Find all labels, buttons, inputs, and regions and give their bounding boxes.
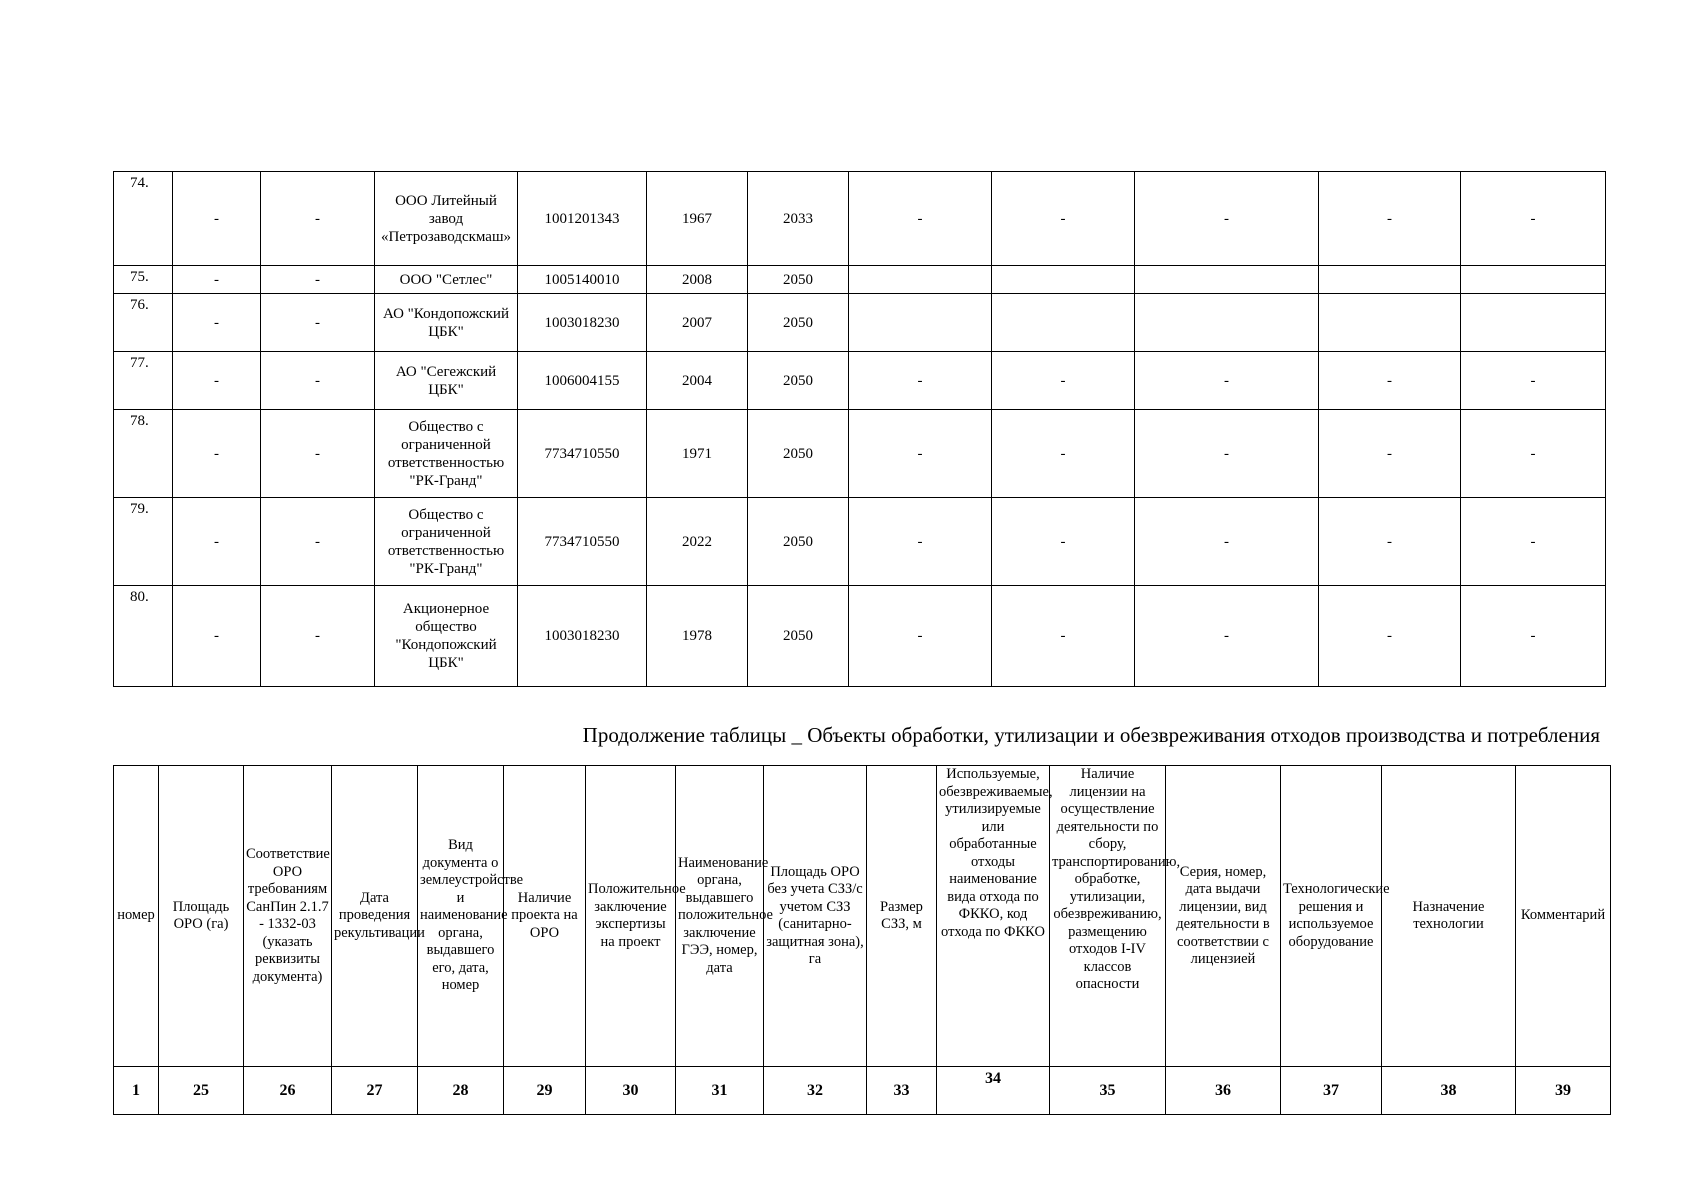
col-3-value: - [261, 294, 375, 352]
table-row [114, 294, 1606, 352]
col-3-value: - [261, 410, 375, 498]
col-2-value: - [173, 172, 261, 266]
year-value: 1978 [647, 586, 748, 687]
col-2-value: - [173, 294, 261, 352]
row-number: 76. [114, 294, 173, 352]
inn-value: 7734710550 [518, 410, 647, 498]
header-cell: номер [114, 766, 159, 1067]
column-number-cell: 32 [764, 1067, 867, 1115]
header-cell: Дата проведения рекультивации [332, 766, 418, 1067]
col-12-value: - [1461, 352, 1606, 410]
col-8-value: - [849, 172, 992, 266]
organization-name: Общество с ограниченной ответственностью "РК-Гранд" [375, 498, 518, 586]
header-cell: Серия, номер, дата выдачи лицензии, вид деятельности в соответствии с лицензией [1166, 766, 1281, 1067]
col-11-value [1319, 294, 1461, 352]
header-cell: Положительное заключение экспертизы на проект [586, 766, 676, 1067]
col-3-value: - [261, 266, 375, 294]
header-cell: Площадь ОРО без учета СЗЗ/с учетом СЗЗ (санитарно-защитная зона), га [764, 766, 867, 1067]
col-3-value: - [261, 498, 375, 586]
col-12-value [1461, 294, 1606, 352]
table-row [114, 352, 1606, 410]
header-cell: Используемые, обезвреживаемые, утилизируемые или обработанные отходы наименование вида отхода по ФККО, код отхода по ФККО [937, 766, 1050, 1067]
col-12-value: - [1461, 586, 1606, 687]
col-12-value: - [1461, 410, 1606, 498]
inn-value: 1006004155 [518, 352, 647, 410]
column-number-cell: 27 [332, 1067, 418, 1115]
year-value: 1967 [647, 172, 748, 266]
col-9-value [992, 294, 1135, 352]
organization-name: АО "Сегежский ЦБК" [375, 352, 518, 410]
until-year-value: 2033 [748, 172, 849, 266]
column-number-cell: 35 [1050, 1067, 1166, 1115]
table-row [114, 172, 1606, 266]
header-row [114, 766, 1611, 1067]
row-number: 74. [114, 172, 173, 266]
col-11-value: - [1319, 498, 1461, 586]
row-number: 78. [114, 410, 173, 498]
col-3-value: - [261, 586, 375, 687]
column-number-cell: 30 [586, 1067, 676, 1115]
column-number-cell: 28 [418, 1067, 504, 1115]
column-number-cell: 37 [1281, 1067, 1382, 1115]
year-value: 2007 [647, 294, 748, 352]
header-cell: Соответствие ОРО требованиям СанПин 2.1.7 - 1332-03 (указать реквизиты документа) [244, 766, 332, 1067]
header-cell: Комментарий [1516, 766, 1611, 1067]
table-row [114, 586, 1606, 687]
column-number-cell: 34 [937, 1067, 1050, 1115]
col-10-value: - [1135, 586, 1319, 687]
column-number-cell: 38 [1382, 1067, 1516, 1115]
until-year-value: 2050 [748, 294, 849, 352]
table-row [114, 266, 1606, 294]
col-8-value: - [849, 498, 992, 586]
col-8-value [849, 266, 992, 294]
column-number-cell: 1 [114, 1067, 159, 1115]
col-10-value: - [1135, 172, 1319, 266]
col-3-value: - [261, 172, 375, 266]
year-value: 2008 [647, 266, 748, 294]
header-cell: Наименование органа, выдавшего положительное заключение ГЭЭ, номер, дата [676, 766, 764, 1067]
column-number-cell: 33 [867, 1067, 937, 1115]
objects-table-bottom [113, 765, 1611, 1115]
table-row [114, 410, 1606, 498]
column-number-cell: 39 [1516, 1067, 1611, 1115]
col-9-value: - [992, 586, 1135, 687]
header-cell: Размер СЗЗ, м [867, 766, 937, 1067]
organization-name: Акционерное общество "Кондопожский ЦБК" [375, 586, 518, 687]
col-10-value: - [1135, 410, 1319, 498]
col-8-value: - [849, 352, 992, 410]
header-cell: Технологические решения и используемое оборудование [1281, 766, 1382, 1067]
header-cell: Назначение технологии [1382, 766, 1516, 1067]
organization-name: ООО "Сетлес" [375, 266, 518, 294]
col-11-value: - [1319, 172, 1461, 266]
year-value: 1971 [647, 410, 748, 498]
column-number-cell: 31 [676, 1067, 764, 1115]
inn-value: 1005140010 [518, 266, 647, 294]
inn-value: 1001201343 [518, 172, 647, 266]
table-row [114, 498, 1606, 586]
until-year-value: 2050 [748, 586, 849, 687]
column-number-row [114, 1067, 1611, 1115]
row-number: 75. [114, 266, 173, 294]
col-10-value: - [1135, 352, 1319, 410]
inn-value: 1003018230 [518, 586, 647, 687]
header-cell: Наличие лицензии на осуществление деятельности по сбору, транспортированию, обработке, утилизации, обезвреживанию, размещению отходов I-IV классов опасности [1050, 766, 1166, 1067]
col-12-value: - [1461, 498, 1606, 586]
col-8-value: - [849, 586, 992, 687]
col-9-value: - [992, 352, 1135, 410]
organization-name: Общество с ограниченной ответственностью "РК-Гранд" [375, 410, 518, 498]
column-number-cell: 29 [504, 1067, 586, 1115]
until-year-value: 2050 [748, 410, 849, 498]
objects-table-top [113, 171, 1606, 687]
top-table-body [114, 172, 1606, 687]
col-11-value [1319, 266, 1461, 294]
col-11-value: - [1319, 410, 1461, 498]
until-year-value: 2050 [748, 266, 849, 294]
until-year-value: 2050 [748, 498, 849, 586]
table-caption: Продолжение таблицы _ Объекты обработки, утилизации и обезвреживания отходов производства и потребления [582, 723, 1600, 747]
col-11-value: - [1319, 352, 1461, 410]
col-10-value [1135, 294, 1319, 352]
column-number-cell: 26 [244, 1067, 332, 1115]
year-value: 2004 [647, 352, 748, 410]
inn-value: 7734710550 [518, 498, 647, 586]
year-value: 2022 [647, 498, 748, 586]
col-2-value: - [173, 352, 261, 410]
until-year-value: 2050 [748, 352, 849, 410]
col-10-value [1135, 266, 1319, 294]
column-number-cell: 36 [1166, 1067, 1281, 1115]
col-11-value: - [1319, 586, 1461, 687]
col-12-value: - [1461, 172, 1606, 266]
col-9-value [992, 266, 1135, 294]
col-2-value: - [173, 498, 261, 586]
row-number: 80. [114, 586, 173, 687]
row-number: 79. [114, 498, 173, 586]
row-number: 77. [114, 352, 173, 410]
col-9-value: - [992, 498, 1135, 586]
header-cell: Вид документа о землеустройстве и наименование органа, выдавшего его, дата, номер [418, 766, 504, 1067]
organization-name: АО "Кондопожский ЦБК" [375, 294, 518, 352]
organization-name: ООО Литейный завод «Петрозаводскмаш» [375, 172, 518, 266]
col-10-value: - [1135, 498, 1319, 586]
col-9-value: - [992, 410, 1135, 498]
col-8-value: - [849, 410, 992, 498]
col-2-value: - [173, 586, 261, 687]
col-8-value [849, 294, 992, 352]
header-cell: Площадь ОРО (га) [159, 766, 244, 1067]
column-number-cell: 25 [159, 1067, 244, 1115]
inn-value: 1003018230 [518, 294, 647, 352]
col-2-value: - [173, 410, 261, 498]
col-2-value: - [173, 266, 261, 294]
col-9-value: - [992, 172, 1135, 266]
header-cell: Наличие проекта на ОРО [504, 766, 586, 1067]
col-12-value [1461, 266, 1606, 294]
col-3-value: - [261, 352, 375, 410]
